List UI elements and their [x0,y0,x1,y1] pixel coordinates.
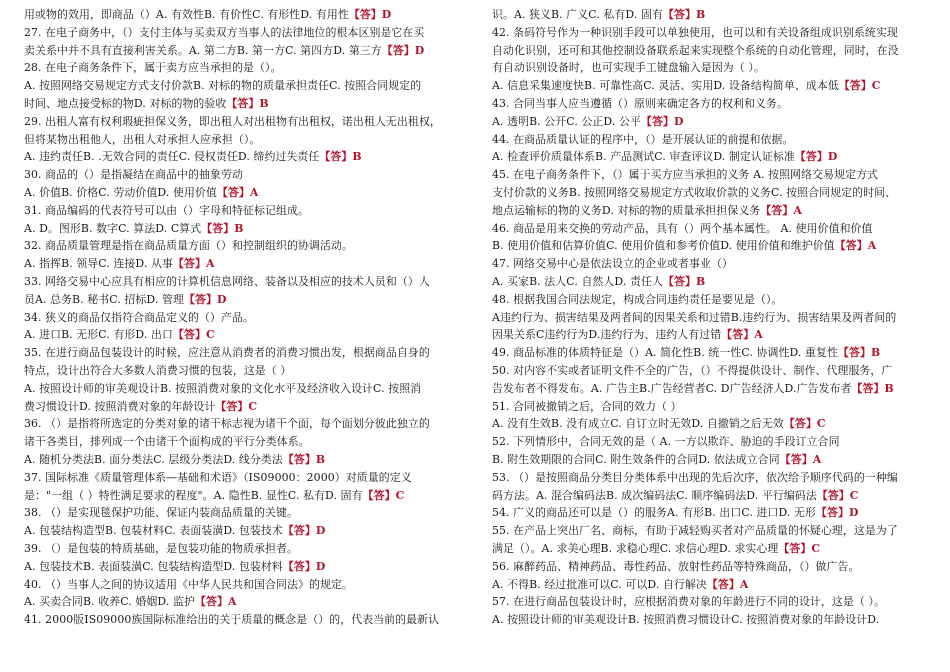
answer-label: 【答】D [816,506,859,520]
line-text: 但将某物出租他人，出租人对承担人应承担（）。 [24,132,261,146]
answer-label: 【答】D [282,524,326,538]
text-line [492,433,935,451]
line-text: 55. 在产品上突出厂名、商标，有助于减轻购买者对产品质量的怀疑心理，这是为了 [492,524,898,538]
text-line [24,95,467,113]
text-line [24,540,467,558]
text-line [24,42,467,60]
answer-label: 【答】C [816,488,859,502]
text-line [24,237,467,255]
answer-label: 【答】D [794,150,838,164]
line-text: 员A. 总务B. 秘书C. 招标D. 管理 [24,292,184,306]
line-text: 28. 在电子商务条件下，属于卖方应当承担的是（）。 [24,61,282,75]
text-line [24,309,467,327]
text-line [24,362,467,380]
line-text: A. 检查评价质量体系B. 产品测试C. 审查评议D. 制定认证标准 [492,150,795,164]
text-line [492,522,935,540]
line-text: 37. 国际标准《质量管理体系—基础和术语》（IS09000：2000）对质量的定义 [24,470,412,484]
line-text: 52. 下列情形中，合同无效的是（ A. 一方以欺诈、胁迫的手段订立合同 [492,435,840,449]
text-line [492,344,935,362]
line-text: 47. 网络交易中心是依法设立的企业或者事业（） [492,257,733,271]
text-line [492,220,935,238]
line-text: 56. 麻醉药品、精神药品、毒性药品、放射性药品等特殊商品，（）做广告。 [492,559,860,573]
text-line [24,202,467,220]
answer-label: 【答】B [662,274,706,288]
line-text: 41. 2000版IS09000族国际标准给出的关于质量的概念是（）的，代表当前的最新认 [24,613,440,627]
answer-label: 【答】C [362,488,405,502]
text-line [492,113,935,131]
text-line [492,504,935,522]
line-text: 50. 对内容不实或者证明文件不全的广告，（）不得提供设计、制作、代理服务，广 [492,363,893,377]
text-line [24,433,467,451]
line-text: B. 附生效期限的合同C. 附生效条件的合同D. 依法成立合同 [492,452,780,466]
answer-label: 【答】A [172,257,215,271]
line-text: A. 按照设计师的审美观设计B. 按照消费对象的文化水平及经济收入设计C. 按照消 [24,381,422,395]
line-text: 32. 商品质量管理是指在商品质量方面（）和控制组织的协调活动。 [24,239,353,253]
line-text: 42. 条码符号作为一种识别手段可以单独使用，也可以和有关设备组成识别系统实现 [492,25,898,39]
text-line [24,469,467,487]
text-line [24,291,467,309]
line-text: 用或物的效用，即商品（）A. 有效性B. 有价性C. 有形性D. 有用性 [24,8,349,21]
right-column [492,6,935,629]
text-line [24,487,467,505]
text-line [24,398,467,416]
line-text: 43. 合同当事人应当遵循（）原则来确定各方的权利和义务。 [492,96,788,110]
text-line [492,362,935,380]
text-line [492,131,935,149]
text-line [24,184,467,202]
line-text: A. 买卖合同B. 收养C. 婚姻D. 监护 [24,595,195,609]
text-line [24,131,467,149]
line-text: A. 按照设计师的审美观设计B. 按照消费习惯设计C. 按照消费对象的年龄设计D. [492,613,880,627]
text-line [24,273,467,291]
line-text: 49. 商品标准的体质特征是（）A. 简化性B. 统一性C. 协调性D. 重复性 [492,346,839,360]
text-line [492,487,935,505]
text-line [492,576,935,594]
text-line [24,255,467,273]
answer-label: 【答】C [172,328,215,342]
text-line [24,611,467,629]
line-text: 33. 网络交易中心应具有相应的计算机信息网络、装备以及相应的技术人员和（）人 [24,274,430,288]
text-line [492,415,935,433]
answer-label: 【答】D [183,292,227,306]
line-text: 34. 狭义的商品仅指符合商品定义的（）产品。 [24,310,255,324]
text-line [24,59,467,77]
line-text: 码方法。A. 混合编码法B. 成次编码法C. 顺序编码法D. 平行编码法 [492,488,817,502]
line-text: 36. （）是指将所选定的分类对象的诸干标志视为诸干个面，每个面划分彼此独立的 [24,417,430,431]
line-text: 费习惯设计D. 按照消费对象的年龄设计 [24,399,216,413]
line-text: 40. （）当事人之间的协议适用《中华人民共和国合同法》的规定。 [24,577,353,591]
text-line [24,522,467,540]
line-text: 29. 出租人富有权利瑕疵担保义务，即出租人对出租物有出租权，诺出租人无出租权， [24,114,441,128]
line-text: A. 包装结构造型B. 包装材料C. 表面装潢D. 包装技术 [24,524,283,538]
text-line [492,202,935,220]
answer-label: 【答】D [640,114,684,128]
line-text: 31. 商品编码的代表符号可以由（）字母和特征标记组成。 [24,203,309,217]
answer-label: 【答】B [838,346,881,360]
line-text: 35. 在进行商品包装设计的时候，应注意从消费者的消费习惯出发，根据商品自身的 [24,346,430,360]
line-text: 45. 在电子商务条件下，（）属于买方应当承担的义务 A. 按照网络交易规定方式 [492,168,879,182]
line-text: 54. 广义的商品还可以是（）的服务A. 有形B. 出口C. 进口D. 无形 [492,506,817,520]
line-text: A. D。图形B. 数字C. 算法D. C算式 [24,221,202,235]
line-text: A. 买家B. 法人C. 自然人D. 责任人 [492,274,663,288]
text-line [24,6,467,24]
text-line [492,451,935,469]
text-line [24,24,467,42]
line-text: 支付价款的义务B. 按照网络交易规定方式收取价款的义务C. 按照合同规定的时间、 [492,185,897,199]
text-line [492,611,935,629]
answer-label: 【答】A [216,185,259,199]
line-text: A. 指挥B. 领导C. 连接D. 从事 [24,257,173,271]
answer-label: 【答】C [215,399,258,413]
text-line [492,540,935,558]
line-text: A违约行为、损害结果及两者间的因果关系和过错B.违约行为、损害结果及两者间的 [492,310,897,324]
text-line [492,558,935,576]
text-line [492,273,935,291]
text-line [24,558,467,576]
line-text: A. 包装技术B. 表面装潢C. 包装结构造型D. 包装材料 [24,559,283,573]
line-text: 53. （）是按照商品分类目分类体系中出现的先后次序，依次给予顺序代码的一种编 [492,470,898,484]
text-line [492,24,935,42]
answer-label: 【答】A [706,577,749,591]
text-line [492,166,935,184]
text-line [492,95,935,113]
line-text: A. 信息采集速度快B. 可靠性高C. 灵活、实用D. 设备结构简单、成本低 [492,79,839,93]
text-line [24,415,467,433]
text-line [24,344,467,362]
line-text: 44. 在商品质量认证的程序中，（）是开展认证的前提和依据。 [492,132,794,146]
text-line [24,593,467,611]
text-line [492,77,935,95]
line-text: A. 违约责任B. .无效合同的责任C. 侵权责任D. 缔约过失责任 [24,150,320,164]
text-line [492,593,935,611]
text-line [492,309,935,327]
answer-label: 【答】B [851,381,894,395]
answer-label: 【答】A [779,452,822,466]
line-text: 自动化识别，还可和其他控制设备联系起来实现整个系统的自动化管理，同时，在没 [492,43,899,57]
line-text: 有自动识别设备时，也可实现手工键盘输入是因为（ ）。 [492,61,765,75]
answer-label: 【答】B [201,221,244,235]
line-text: A. 没有生效B. 没有成立C. 自订立时无效D. 自撤销之后无效 [492,417,784,431]
line-text: 51. 合同被撤销之后，合同的效力（ ） [492,399,682,413]
text-line [492,6,935,24]
left-column [24,6,467,629]
line-text: A. 不得B. 经过批准可以C. 可以D. 自行解决 [492,577,707,591]
answer-label: 【答】A [834,239,877,253]
line-text: 诸干各类目，排列成一个由诸干个面构成的平行分类体系。 [24,435,310,449]
text-line [492,326,935,344]
text-line [24,576,467,594]
line-text: 57. 在进行商品包装设计时，应根据消费对象的年龄进行不同的设计，这是（ ）。 [492,595,885,609]
answer-label: 【答】B [282,452,326,466]
text-line [24,326,467,344]
line-text: 30. 商品的（）是指凝结在商品中的抽象劳动 [24,168,244,182]
line-text: A. 随机分类法B. 面分类法C. 层级分类法D. 线分类法 [24,452,283,466]
text-line [492,291,935,309]
line-text: 满足（）。A. 求美心理B. 求稳心理C. 求信心理D. 求实心理 [492,541,779,555]
text-line [24,220,467,238]
line-text: 识。A. 狭义B. 广义C. 私有D. 固有 [492,8,663,21]
line-text: A. 透明B. 公开C. 公正D. 公平 [492,114,641,128]
line-text: B. 使用价值和估算价值C. 使用价值和参考价值D. 使用价值和维护价值 [492,239,835,253]
answer-label: 【答】A [760,203,802,217]
line-text: 39. （）是包装的特质基础，是包装功能的物质承担者。 [24,541,298,555]
text-line [492,380,935,398]
answer-label: 【答】C [778,541,821,555]
text-line [24,77,467,95]
line-text: 告发布者不得发布。A. 广告主B.广告经营者C. D广告经济人D.广告发布者 [492,381,852,395]
line-text: 地点运输标的物的义务D. 对标的物的质量承担担保义务 [492,203,761,217]
text-line [492,42,935,60]
line-text: 27. 在电子商务中，（）支付主体与买卖双方当事人的法律地位的根本区别是它在买 [24,25,425,39]
answer-label: 【答】A [194,595,237,609]
answer-label: 【答】D [381,43,425,57]
answer-label: 【答】D [348,8,392,21]
text-line [492,255,935,273]
line-text: 因果关系C违约行为D.违约行为、违约人有过错 [492,328,722,342]
line-text: 46. 商品是用来交换的劳动产品，具有（）两个基本属性。 A. 使用价值和价值 [492,221,873,235]
text-line [24,380,467,398]
text-line [492,59,935,77]
text-line [24,451,467,469]
text-line [492,398,935,416]
text-line [492,469,935,487]
answer-label: 【答】A [721,328,763,342]
text-line [492,184,935,202]
text-line [24,166,467,184]
line-text: 38. （）是实现毯保护功能、保证内装商品质量的关键。 [24,506,298,520]
answer-label: 【答】B [226,96,269,110]
line-text: A. 进口B. 无形C. 有形D. 出口 [24,328,173,342]
line-text: A. 价值B. 价格C. 劳动价值D. 使用价值 [24,185,217,199]
text-line [24,113,467,131]
answer-label: 【答】B [319,150,362,164]
line-text: 48. 根据我国合同法规定，构成合同违约责任是要见是（）。 [492,292,783,306]
answer-label: 【答】D [282,559,326,573]
text-line [24,148,467,166]
answer-label: 【答】C [838,79,881,93]
answer-label: 【答】B [662,8,706,21]
text-line [492,237,935,255]
text-line [492,148,935,166]
line-text: A. 按照网络交易规定方式支付价款B. 对标的物的质量承担责任C. 按照合同规定的 [24,79,422,93]
answer-label: 【答】C [783,417,826,431]
text-line [24,504,467,522]
line-text: 时间、地点接受标的物D. 对标的物的验收 [24,96,227,110]
line-text: 卖关系中并不具有直接利害关系。A. 第二方B. 第一方C. 第四方D. 第三方 [24,43,382,57]
line-text: 特点，设计出符合大多数人消费习惯的包装，这是（ ） [24,363,292,377]
line-text: 是："一组（ ）特性满足要求的程度"。A. 隐性B. 显性C. 私有D. 固有 [24,488,363,502]
